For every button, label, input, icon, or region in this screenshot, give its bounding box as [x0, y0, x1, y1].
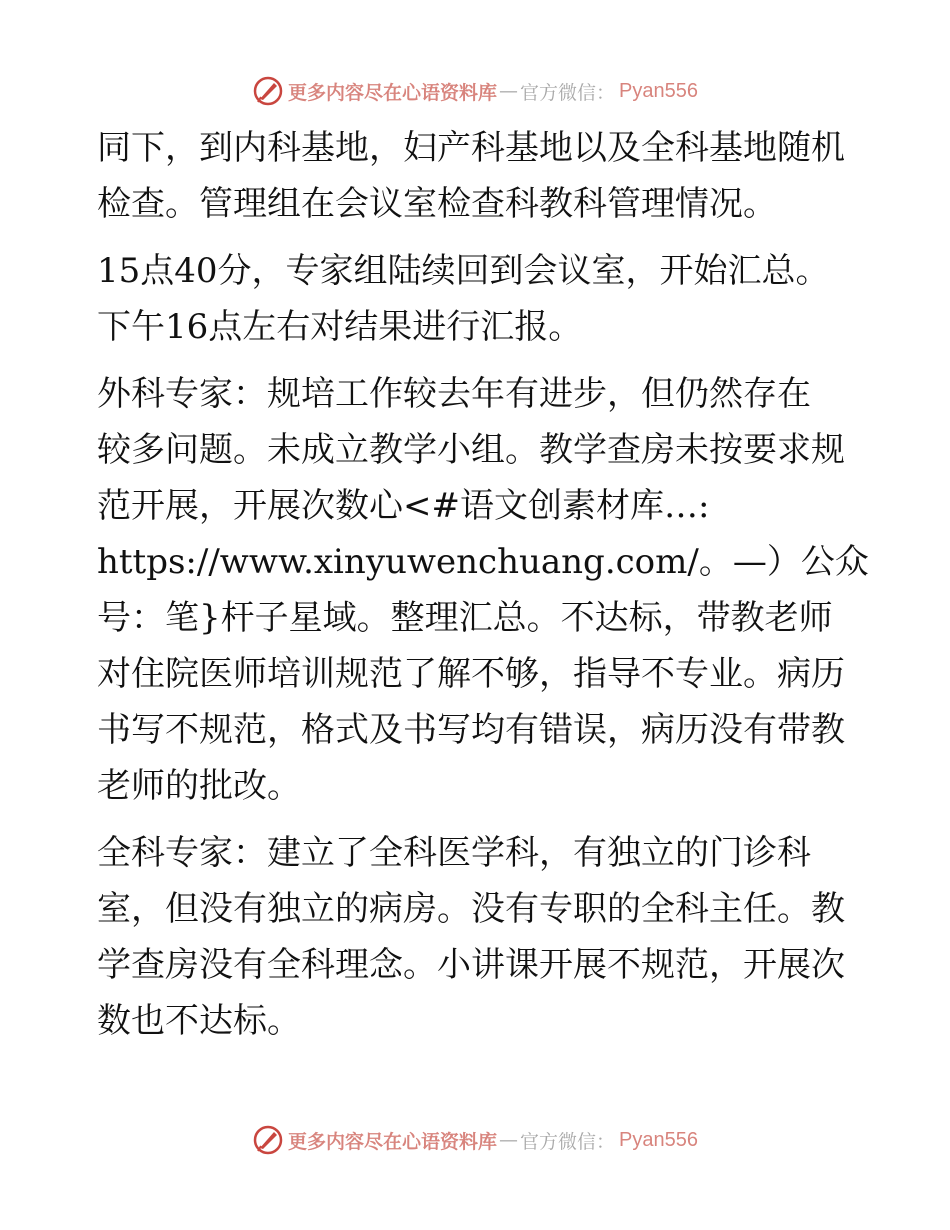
text-line: 较多问题。未成立教学小组。教学查房未按要求规: [97, 430, 845, 470]
footer-wechat-label: 官方微信：: [520, 1130, 616, 1153]
text-line: 范开展，开展次数心<#语文创素材库…:: [97, 486, 710, 526]
text-line: 学查房没有全科理念。小讲课开展不规范，开展次: [97, 945, 845, 985]
text-line: 号：笔}杆子星域。整理汇总。不达标，带教老师: [97, 598, 833, 638]
header-wechat-label: 官方微信：: [520, 81, 616, 104]
text-line: 全科专家：建立了全科医学科，有独立的门诊科: [97, 833, 811, 873]
quill-logo-icon: [252, 1124, 284, 1156]
text-line: 老师的批改。: [97, 766, 301, 806]
paragraph: [97, 120, 857, 232]
paragraph: [97, 243, 857, 355]
text-line: https://www.xinyuwenchuang.com/。—）公众: [97, 542, 869, 582]
text-line: 15点40分，专家组陆续回到会议室，开始汇总。: [97, 251, 830, 291]
paragraph: [97, 825, 857, 1049]
text-line: 同下，到内科基地，妇产科基地以及全科基地随机: [97, 128, 845, 168]
document-body: [97, 120, 869, 1049]
footer-brand: 更多内容尽在心语资料库: [288, 1130, 498, 1153]
paragraph: [97, 366, 869, 814]
footer-dash: —: [499, 1129, 519, 1151]
footer-wechat-id: Pyan556: [619, 1128, 698, 1151]
text-line: 书写不规范，格式及书写均有错误，病历没有带教: [97, 710, 845, 750]
header-wechat-id: Pyan556: [619, 79, 698, 102]
text-line: 对住院医师培训规范了解不够，指导不专业。病历: [97, 654, 845, 694]
footer-banner: [0, 1120, 950, 1160]
header-banner: [0, 71, 950, 111]
text-line: 室，但没有独立的病房。没有专职的全科主任。教: [97, 889, 845, 929]
header-dash: —: [499, 80, 519, 102]
quill-logo-icon: [252, 75, 284, 107]
text-line: 下午16点左右对结果进行汇报。: [97, 307, 583, 347]
header-brand: 更多内容尽在心语资料库: [288, 81, 498, 104]
text-line: 检查。管理组在会议室检查科教科管理情况。: [97, 184, 777, 224]
text-line: 数也不达标。: [97, 1001, 301, 1041]
text-line: 外科专家：规培工作较去年有进步，但仍然存在: [97, 374, 811, 414]
